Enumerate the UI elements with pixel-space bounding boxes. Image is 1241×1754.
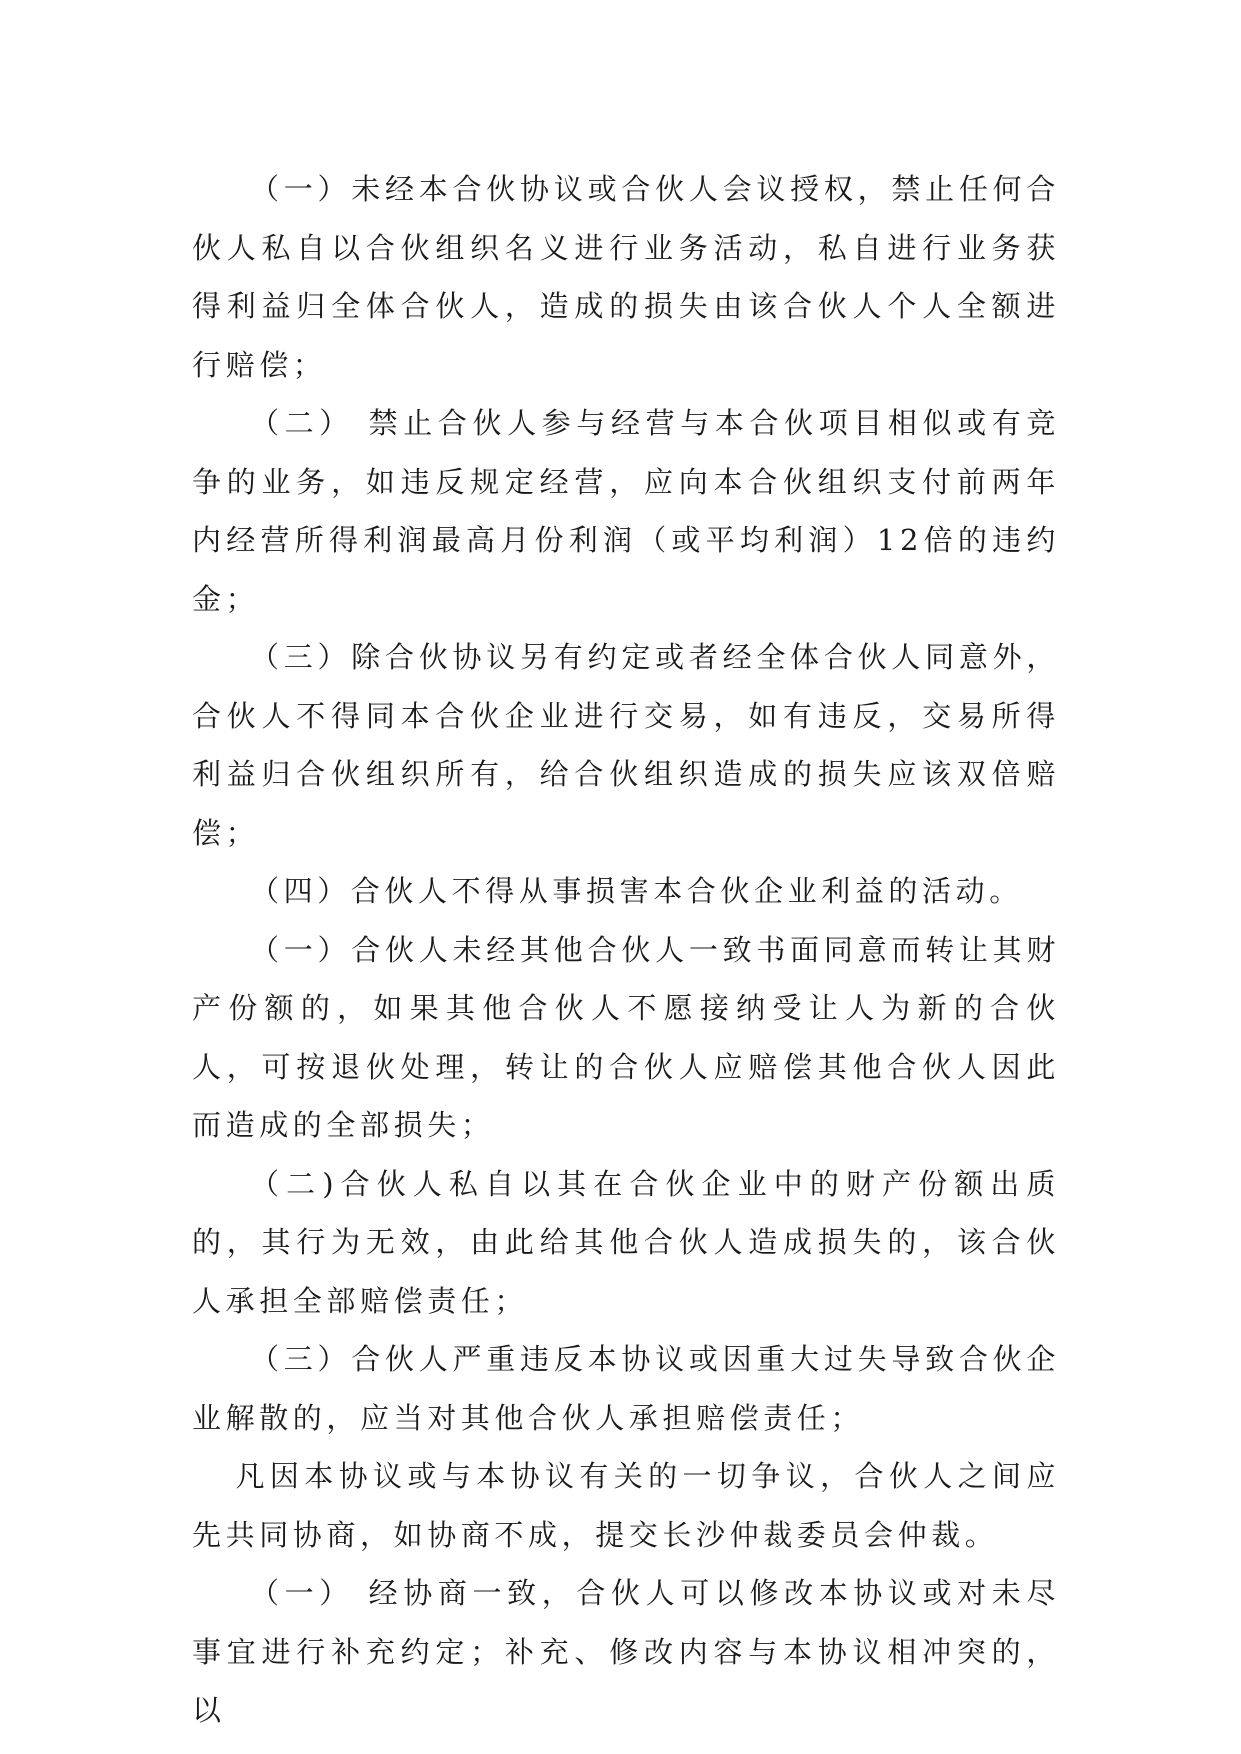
paragraph-6: （二)合伙人私自以其在合伙企业中的财产份额出质的，其行为无效，由此给其他合伙人造成损失的，该合伙人承担全部赔偿责任； — [192, 1166, 1060, 1318]
paragraph-9: （一） 经协商一致，合伙人可以修改本协议或对未尽事宜进行补充约定；补充、修改内容与本协议相冲突的，以 — [192, 1576, 1060, 1727]
document-body — [192, 160, 1060, 1740]
paragraph-4: （四）合伙人不得从事损害本合伙企业利益的活动。 — [250, 874, 1023, 908]
paragraph-3: （三）除合伙协议另有约定或者经全体合伙人同意外，合伙人不得同本合伙企业进行交易，如有违反，交易所得利益归合伙组织所有，给合伙组织造成的损失应该双倍赔偿； — [192, 640, 1060, 850]
paragraph-5: （一）合伙人未经其他合伙人一致书面同意而转让其财产份额的，如果其他合伙人不愿接纳受让人为新的合伙人，可按退伙处理，转让的合伙人应赔偿其他合伙人因此而造成的全部损失； — [192, 932, 1060, 1142]
paragraph-8: 凡因本协议或与本协议有关的一切争议，合伙人之间应先共同协商，如协商不成，提交长沙仲裁委员会仲裁。 — [192, 1459, 1060, 1552]
paragraph-7: （三）合伙人严重违反本协议或因重大过失导致合伙企业解散的，应当对其他合伙人承担赔偿责任； — [192, 1342, 1060, 1435]
paragraph-1: （一）未经本合伙协议或合伙人会议授权，禁止任何合伙人私自以合伙组织名义进行业务活动，私自进行业务获得利益归全体合伙人，造成的损失由该合伙人个人全额进行赔偿； — [192, 172, 1060, 382]
paragraph-2: （二） 禁止合伙人参与经营与本合伙项目相似或有竞争的业务，如违反规定经营，应向本合伙组织支付前两年内经营所得利润最高月份利润（或平均利润）12倍的违约金； — [192, 406, 1060, 616]
